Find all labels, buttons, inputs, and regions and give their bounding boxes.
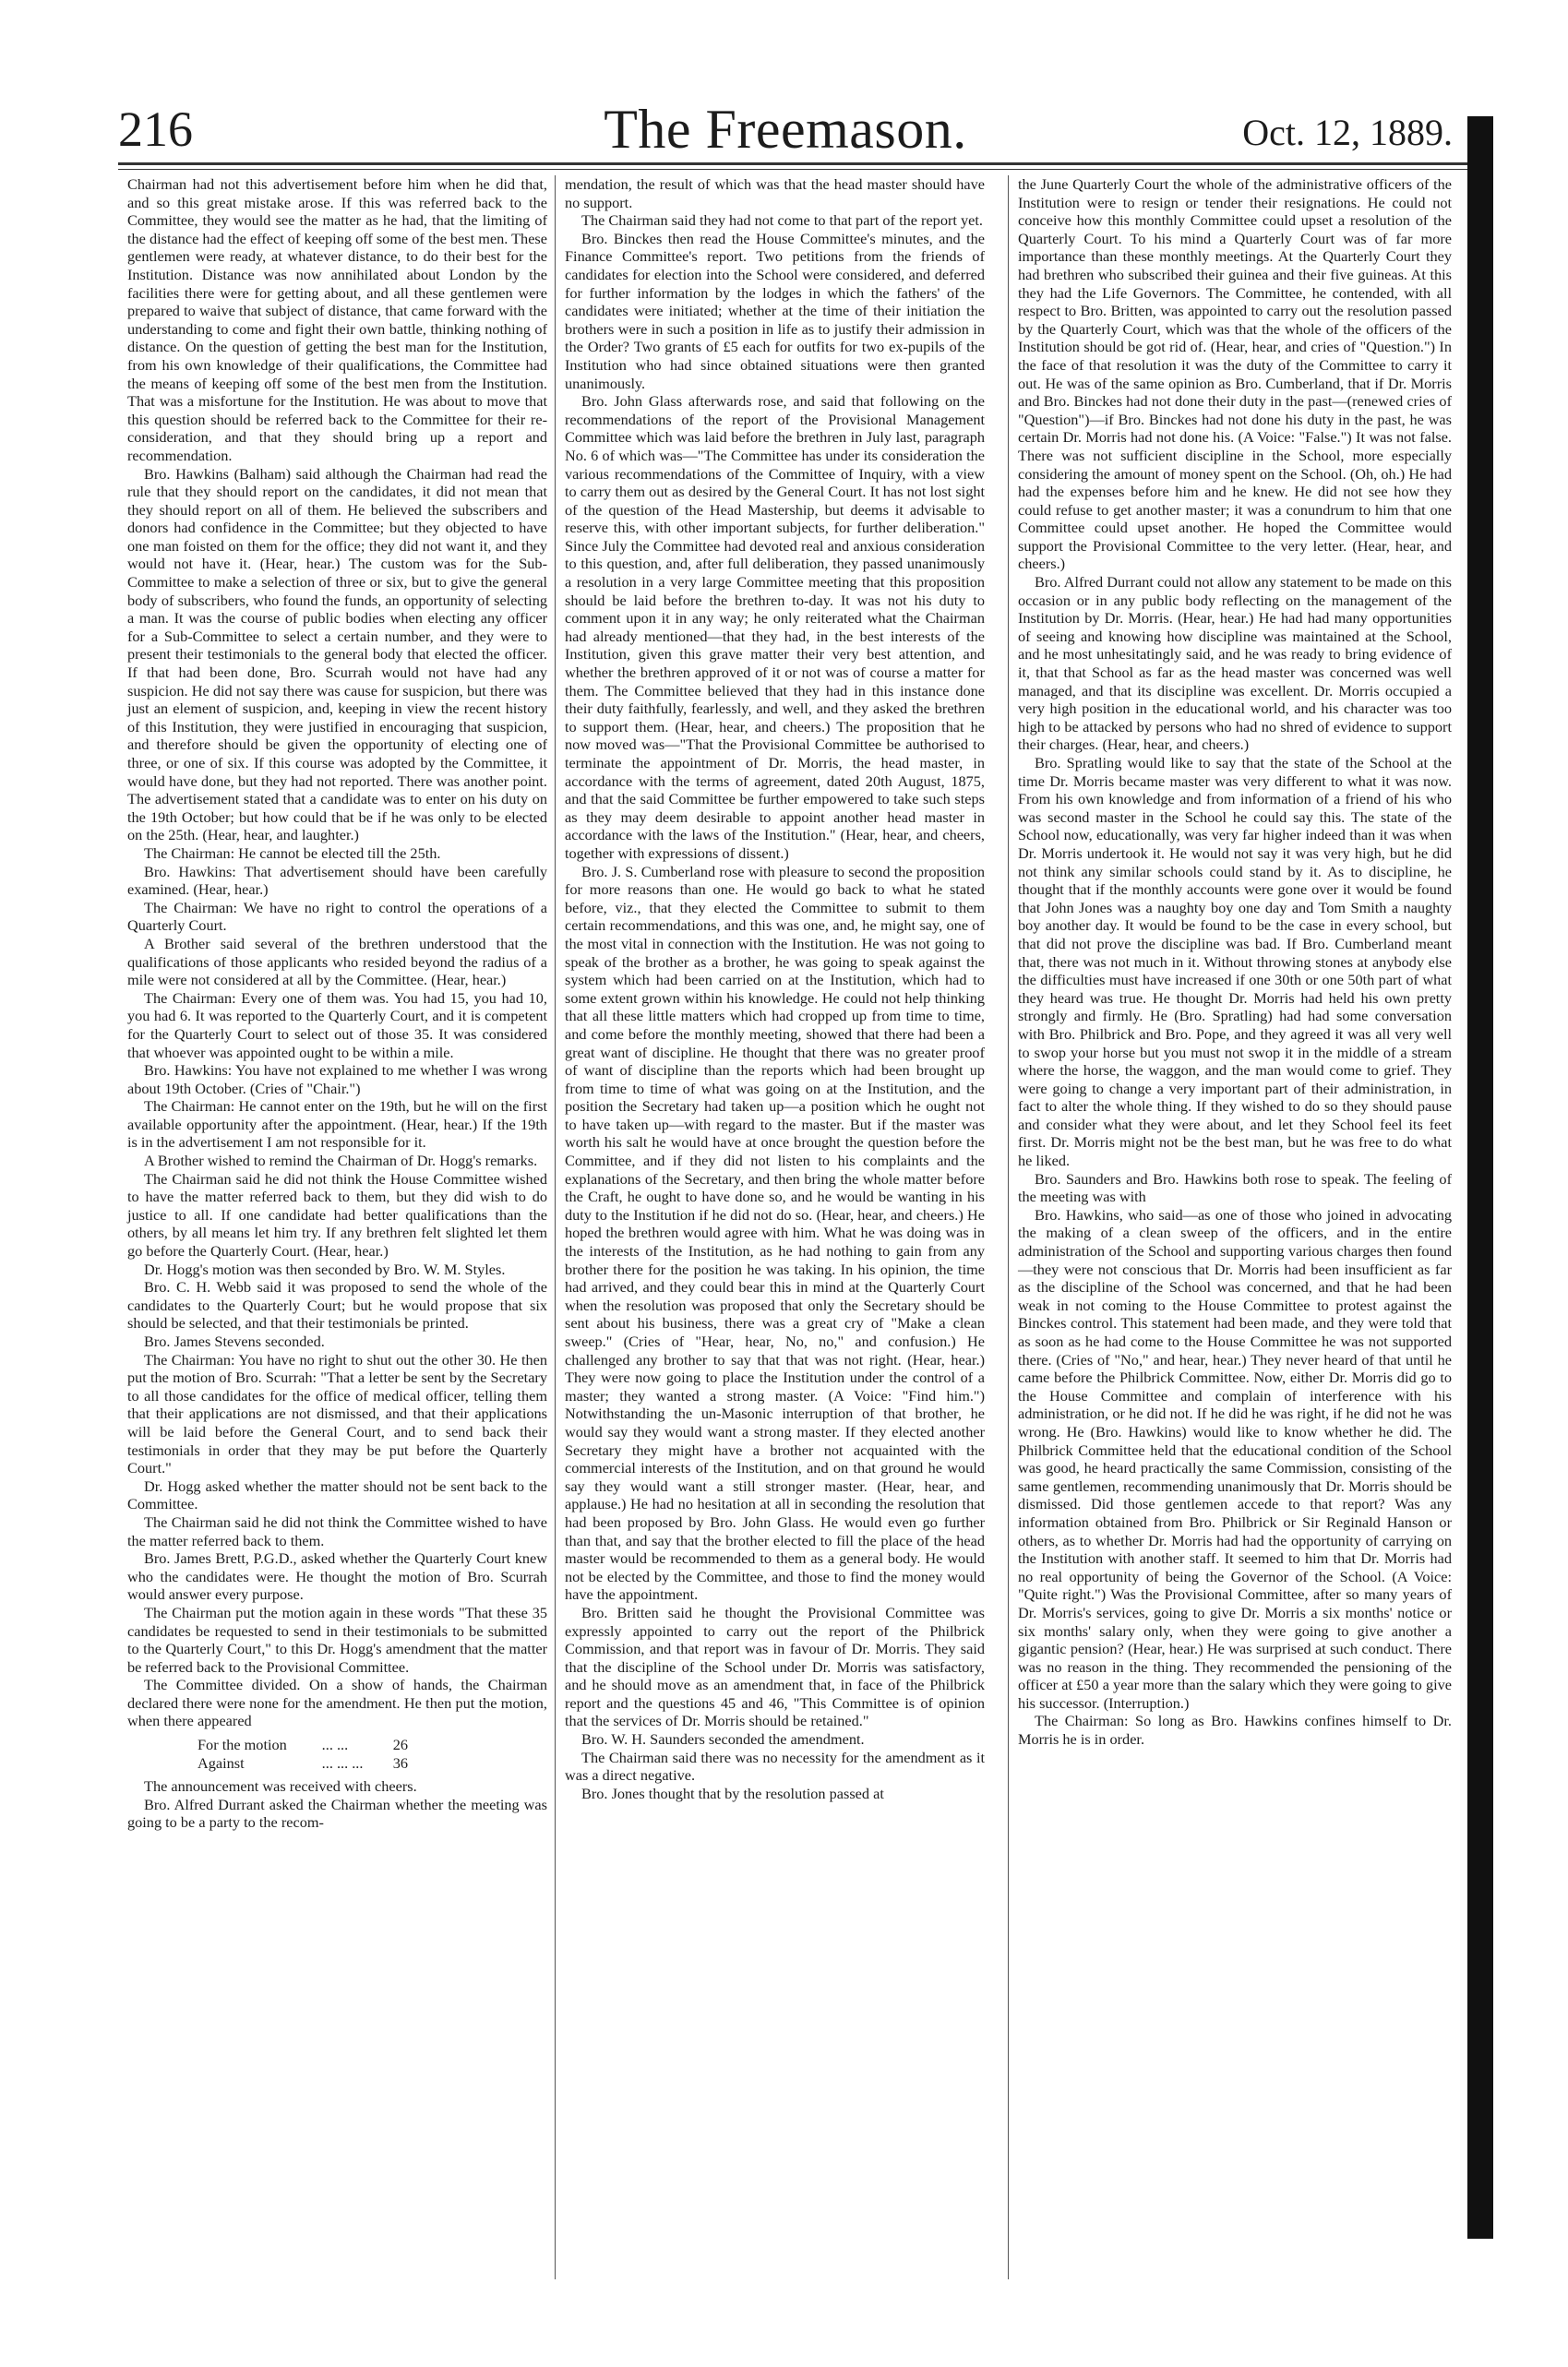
article-paragraph: Bro. Hawkins: That advertisement should have been carefully examined. (Hear, hear.): [127, 862, 547, 899]
article-paragraph: Dr. Hogg's motion was then seconded by Bro. W. M. Styles.: [144, 1260, 506, 1278]
article-paragraph: The Chairman: Every one of them was. You had 15, you had 10, you had 6. It was reported to the Quarterly Court, and it is competent for the Quarterly Court to select out of those 35. It was considered that whoever was appointed ought to be within a mile.: [127, 988, 547, 1061]
article-paragraph: Bro. James Brett, P.G.D., asked whether the Quarterly Court knew who the candidates were. He thought the motion of Bro. Scurrah would answer every purpose.: [127, 1549, 547, 1604]
article-paragraph: The Chairman: We have no right to control the operations of a Quarterly Court.: [127, 898, 547, 935]
vote-label: For the motion: [197, 1736, 287, 1754]
header-rule: [118, 162, 1493, 165]
article-paragraph: The Committee divided. On a show of hands, the Chairman declared there were none for the amendment. He then put the motion, when there appeared: [127, 1676, 547, 1730]
vote-value: 36: [392, 1753, 408, 1772]
article-paragraph: Bro. Spratling would like to say that the state of the School at the time Dr. Morris became master was very different to what it was now. From his own knowledge and from information of a friend of his who was second master in the School he could say this. The state of the School now, educationally, was very far higher indeed than it was when Dr. Morris undertook it. He would not say it was very high, but he did not think any similar schools could stand by it. As to discipline, he thought that if the monthly accounts were gone over it would be found that John Jones was a naughty boy one day and Tom Smith a naughty boy another day. It would be found to be the case in every school, but that did not prove the discipline was bad. If Bro. Cumberland meant that, there was not much in it. Without throwing stones at anybody else the difficulties must have increased if one 30th or one 50th part of what they heard was true. He thought Dr. Morris had held his own pretty strongly and firmly. He (Bro. Spratling) had had some conversation with Bro. Philbrick and Bro. Pope, and they agreed it was all very well to swop your horse but you must not swop it in the middle of a stream where the horse, the waggon, and the man would come to grief. They were going to change a very important part of their administration, in fact to alter the whole thing. If they wished to do so they should pause and consider what they were about, and let they School feel its feet first. Dr. Morris might not be the best man, but he was free to do what he liked.: [1018, 754, 1452, 1170]
article-paragraph: The Chairman put the motion again in these words "That these 35 candidates be requested to send in their testimonials to be submitted to the Quarterly Court," to this Dr. Hogg's amendment that the matter be referred back to the Provisional Committee.: [127, 1603, 547, 1676]
article-paragraph: Bro. Hawkins, who said—as one of those who joined in advocating the making of a clean sweep of the officers, and in the entire administration of the School and supporting various charges then found—they were not conscious that Dr. Morris had been insufficient as far as the discipline of the School was concerned, and that he had been weak in not coming to the House Committee to protest against the Binckes control. This statement had been made, and they were told that as soon as he had come to the House Committee he was not supported there. (Cries of "No," and hear, hear.) They never heard of that until he came before the Philbrick Committee. Now, either Dr. Morris did go to the House Committee and complain of interference with his administration, or he did not. If he did he was right, if he did not he was wrong. He (Bro. Hawkins) would like to know whether he did. The Philbrick Committee held that the educational condition of the School was good, he heard practically the same Commission, consisting of the same gentlemen, recommending unanimously that Dr. Morris should be dismissed. Did those gentlemen accede to that report? Was any information obtained from Bro. Philbrick or Sir Reginald Hanson or others, as to whether Dr. Morris had had the opportunity of carrying on the Institution with another staff. It seemed to him that Dr. Morris had no real opportunity of being the Governor of the School. (A Voice: "Quite right.") Was the Provisional Committee, after so many years of Dr. Morris's services, going to give Dr. Morris a six months' notice or six months' salary only, when they were going to give another a gigantic pension? (Hear, hear.) He was surprised at such conduct. There was no reason in the thing. They recommended the pensioning of the officer at £50 a year more than the salary which they were going to give his successor. (Interruption.): [1018, 1205, 1452, 1712]
article-paragraph: Bro. W. H. Saunders seconded the amendment.: [581, 1730, 865, 1749]
article-paragraph: The Chairman: So long as Bro. Hawkins confines himself to Dr. Morris he is in order.: [1018, 1712, 1452, 1749]
column-1: [127, 175, 547, 1832]
column-divider: [555, 175, 556, 2279]
article-paragraph: Bro. James Stevens seconded.: [144, 1333, 325, 1350]
page-number: 216: [118, 102, 193, 157]
vote-result-table: [192, 1736, 413, 1772]
article-paragraph: The Chairman: He cannot be elected till the 25th.: [144, 843, 441, 862]
article-paragraph: Bro. Jones thought that by the resolution passed at: [581, 1784, 884, 1802]
article-paragraph: A Brother wished to remind the Chairman of Dr. Hogg's remarks.: [144, 1152, 538, 1170]
masthead: [118, 99, 1453, 160]
article-paragraph: the June Quarterly Court the whole of the administrative officers of the Institution were to resign or tender their resignations. He could not conceive how this monthly Committee could upset a resolution of the Quarterly Court. To his mind a Quarterly Court was of far more importance than these monthly meetings. At the Quarterly Court they had brethren who subscribed their guinea and their five guineas. At this they had the Life Governors. The Committee, he contended, with all respect to Bro. Britten, was appointed to carry out the resolution passed by the Quarterly Court, which was that the whole of the officers of the Institution should be got rid of. (Hear, hear, and cries of "Question.") In the face of that resolution it was the duty of the Committee to carry it out. He was of the same opinion as Bro. Cumberland, that if Dr. Morris and Bro. Binckes had not done their duty in the past—(renewed cries of "Question")—if Bro. Binckes had not done his duty in the past, he was certain Dr. Morris had not done his. (A Voice: "False.") It was not false. There was not sufficient discipline in the School, more especially considering the amount of money spent on the School. (Oh, oh.) He had had the expenses before him and he knew. He did not see how they could refuse to get another master; it was a conundrum to him that one Committee could upset another. He hoped the Committee would support the Provisional Committee to the very letter. (Hear, hear, and cheers.): [1018, 175, 1452, 573]
article-paragraph: The Chairman said they had not come to that part of the report yet.: [581, 211, 983, 230]
vote-label: Against: [197, 1753, 245, 1772]
article-paragraph: Dr. Hogg asked whether the matter should not be sent back to the Committee.: [127, 1476, 547, 1513]
column-2: [565, 175, 985, 1802]
page-edge-bar: [1467, 116, 1493, 2239]
article-paragraph: Bro. C. H. Webb said it was proposed to send the whole of the candidates to the Quarterly Court; but he would propose that six should be selected, and that their testimonials be printed.: [127, 1278, 547, 1333]
article-paragraph: Bro. John Glass afterwards rose, and said that following on the recommendations of the report of the Provisional Management Committee which was laid before the brethren in July last, paragraph No. 6 of which was—"The Committee has under its consideration the various recommendations of the Committee of Inquiry, with a view to carry them out as desired by the General Court. It has not lost sight of the question of the Head Mastership, but deems it advisable to reserve this, with other important subjects, for further deliberation." Since July the Committee had devoted real and anxious consideration to this question, and, after full deliberation, they passed unanimously a resolution in a very large Committee meeting that this proposition should be laid before the brethren to-day. It was not his duty to comment upon it in any way; he only reiterated what the Chairman had already mentioned—that they had, in the best interests of the Institution, given this grave matter their very best attention, and whether the brethren approved of it or not was of course a matter for them. The Committee believed that they had in this instance done their duty faithfully, fearlessly, and well, and they asked the brethren to support them. (Hear, hear, and cheers.) The proposition that he now moved was—"That the Provisional Committee be authorised to terminate the appointment of Dr. Morris, the head master, in accordance with the terms of agreement, dated 20th August, 1875, and that the said Committee be further empowered to take such steps as they may deem desirable to appoint another head master in accordance with the laws of the Institution." (Hear, hear, and cheers, together with expressions of dissent.): [565, 392, 985, 862]
column-divider: [1008, 175, 1009, 2279]
article-paragraph: The Chairman: You have no right to shut out the other 30. He then put the motion of Bro. Scurrah: "That a letter be sent by the Secretary to all those candidates for the office of medical officer, telling them that their applications are not dismissed, and that their applications will be laid before the General Court, and to send back their testimonials in order that they may be put before the Quarterly Court.": [127, 1350, 547, 1477]
vote-row: [192, 1754, 413, 1773]
issue-date: Oct. 12, 1889.: [1242, 112, 1453, 153]
header-rule-thin: [118, 169, 1493, 170]
vote-value: 26: [392, 1736, 408, 1754]
vote-dots: ... ...: [321, 1736, 349, 1754]
article-paragraph: The Chairman: He cannot enter on the 19th, but he will on the first available opportunity after the appointment. (Hear, hear.) If the 19th is in the advertisement I am not responsible for it.: [127, 1097, 547, 1152]
column-3: [1018, 175, 1452, 1749]
article-paragraph: A Brother said several of the brethren understood that the qualifications of those applicants who resided beyond the radius of a mile were not considered at all by the Committee. (Hear, hear.): [127, 934, 547, 989]
article-paragraph: Bro. Britten said he thought the Provisional Committee was expressly appointed to carry out the report of the Philbrick Commission, and that report was in favour of Dr. Morris. They said that the discipline of the School under Dr. Morris was satisfactory, and he should move as an amendment that, in face of the Philbrick report and the questions 45 and 46, "This Committee is of opinion that the services of Dr. Morris should be retained.": [565, 1603, 985, 1730]
article-paragraph: Bro. Alfred Durrant could not allow any statement to be made on this occasion or in any public body reflecting on the management of the Institution by Dr. Morris. (Hear, hear.) He had had many opportunities of seeing and knowing how discipline was maintained at the School, and he most unhesitatingly said, and he was ready to bring evidence of it, that that School as far as the head master was concerned was well managed, and that its discipline was excellent. Dr. Morris occupied a very high position in the educational world, and his character was too high to be attacked by persons who had no shred of evidence to support their charges. (Hear, hear, and cheers.): [1018, 573, 1452, 754]
publication-title: The Freemason.: [604, 99, 967, 160]
article-paragraph: Bro. J. S. Cumberland rose with pleasure to second the proposition for more reasons than one. He would go back to what he stated before, viz., that they elected the Committee to submit to them certain recommendations, and this was one, and, he might say, one of the most vital in connection with the Institution. He was not going to speak of the brother as a brother, he was going to speak against the system which had been carried on at the Institution, which had to some extent grown within his knowledge. He could not help thinking that all these little matters which had cropped up from time to time, and come before the monthly meeting, showed that there had been a great want of discipline. He thought that there was no greater proof of want of discipline than the reports which had been brought up from time to time of what was going on at the Institution, and the position the Secretary had taken up—a position which he ought not to have taken up—with regard to the master. But if the master was worth his salt he would have at once brought the question before the Committee, and if they did not listen to his complaints and the explanations of the Secretary, and then bring the whole matter before the Craft, he ought to have done so, and he would be wanting in his duty to the Institution if he did not do so. (Hear, hear, and cheers.) He hoped the brethren would agree with him. What he was doing was in the interests of the Institution, as he had nothing to gain from any brother there for the position he was taking. In his opinion, the time had arrived, and they could bear this in mind at the Quarterly Court when the resolution was proposed that only the Secretary should be sent about his business, there was a great cry of "Make a clean sweep." (Cries of "Hear, hear, No, no," and confusion.) He challenged any brother to say that that was not right. (Hear, hear.) They were now going to place the Institution under the control of a master; they wanted a strong master. (A Voice: "Find him.") Notwithstanding the un-Masonic interruption of that brother, he would say they would want a strong master. If they elected another Secretary they might have a brother not acquainted with the commercial interests of the Institution, and on that ground he would say they would want a still stronger master. (Hear, hear, and applause.) He had no hesitation at all in seconding the resolution that had been proposed by Bro. John Glass. He would even go further than that, and say that the brother elected to fill the place of the head master would be recommended to them as a general body. He would not be elected by the Committee, and those to find the money would have the appointment.: [565, 862, 985, 1604]
article-paragraph: Bro. Hawkins: You have not explained to me whether I was wrong about 19th October. (Cries of "Chair."): [127, 1061, 547, 1097]
article-paragraph: The Chairman said there was no necessity for the amendment as it was a direct negative.: [565, 1748, 985, 1785]
vote-row: [192, 1736, 413, 1754]
article-paragraph: Bro. Hawkins (Balham) said although the Chairman had read the rule that they should report on the candidates, it did not mean that they should report on all of them. He believed the subscribers and donors had confidence in the Committee; but they objected to have one man foisted on them for the office; they did not want it, and they would not have it. (Hear, hear.) The custom was for the Sub-Committee to make a selection of three or six, but to give the general body of subscribers, who found the funds, an opportunity of selecting a man. It was the course of public bodies when electing any officer for a Sub-Committee to select a certain number, and they were to present their testimonials to the general body that elected the officer. If that had been done, Bro. Scurrah would not have had any suspicion. He did not say there was cause for suspicion, but there was just an element of suspicion, and, keeping in view the recent history of this Institution, they were justified in encouraging that suspicion, and therefore should be given the opportunity of electing one of three, or one of six. If this course was adopted by the Committee, it would have done, but they had not reported. There was another point. The advertisement stated that a candidate was to enter on his duty on the 19th October; but how could that be if he was only to be elected on the 25th. (Hear, hear, and laughter.): [127, 464, 547, 844]
article-paragraph: The Chairman said he did not think the House Committee wished to have the matter referred back to them, but they did wish to do justice to all. If one candidate had better qualifications than the others, by all means let him try. If any brethren felt slighted let them go before the Quarterly Court. (Hear, hear.): [127, 1169, 547, 1261]
article-paragraph: The announcement was received with cheers.: [144, 1777, 417, 1796]
article-paragraph: Bro. Alfred Durrant asked the Chairman whether the meeting was going to be a party to the recom-: [127, 1795, 547, 1832]
vote-dots: ... ... ...: [321, 1753, 364, 1772]
article-paragraph: mendation, the result of which was that the head master should have no support.: [565, 175, 985, 211]
article-paragraph: Bro. Saunders and Bro. Hawkins both rose to speak. The feeling of the meeting was with: [1018, 1169, 1452, 1206]
article-paragraph: Bro. Binckes then read the House Committee's minutes, and the Finance Committee's report. Two petitions from the friends of candidates for election into the School were considered, and deferred for further information by the lodges in which the fathers' of the candidates were initiated; whether at the time of their initiation the brothers were in such a position in life as to justify their admission in the Order? Two grants of £5 each for outfits for two ex-pupils of the Institution who had since obtained situations were then granted unanimously.: [565, 229, 985, 392]
article-paragraph: The Chairman said he did not think the Committee wished to have the matter referred back to them.: [127, 1512, 547, 1549]
article-paragraph: Chairman had not this advertisement before him when he did that, and so this great mistake arose. If this was referred back to the Committee, they would see the matter as he had, that the limiting of the distance had the effect of keeping off some of the best men. These gentlemen were ready, at whatever distance, to do their best for the Institution. Distance was now annihilated about London by the facilities there were for getting about, and all these gentlemen were prepared to waive that subject of distance, that came forward with the understanding to come and fight their own battle, thinking nothing of distance. On the question of getting the best man for the Institution, from his own knowledge of their qualifications, the Committee had the means of keeping off some of the best men from the Institution. That was a misfortune for the Institution. He was about to move that this question should be referred back to the Committee for their re-consideration, and that they should bring up a report and recommendation.: [127, 175, 547, 464]
